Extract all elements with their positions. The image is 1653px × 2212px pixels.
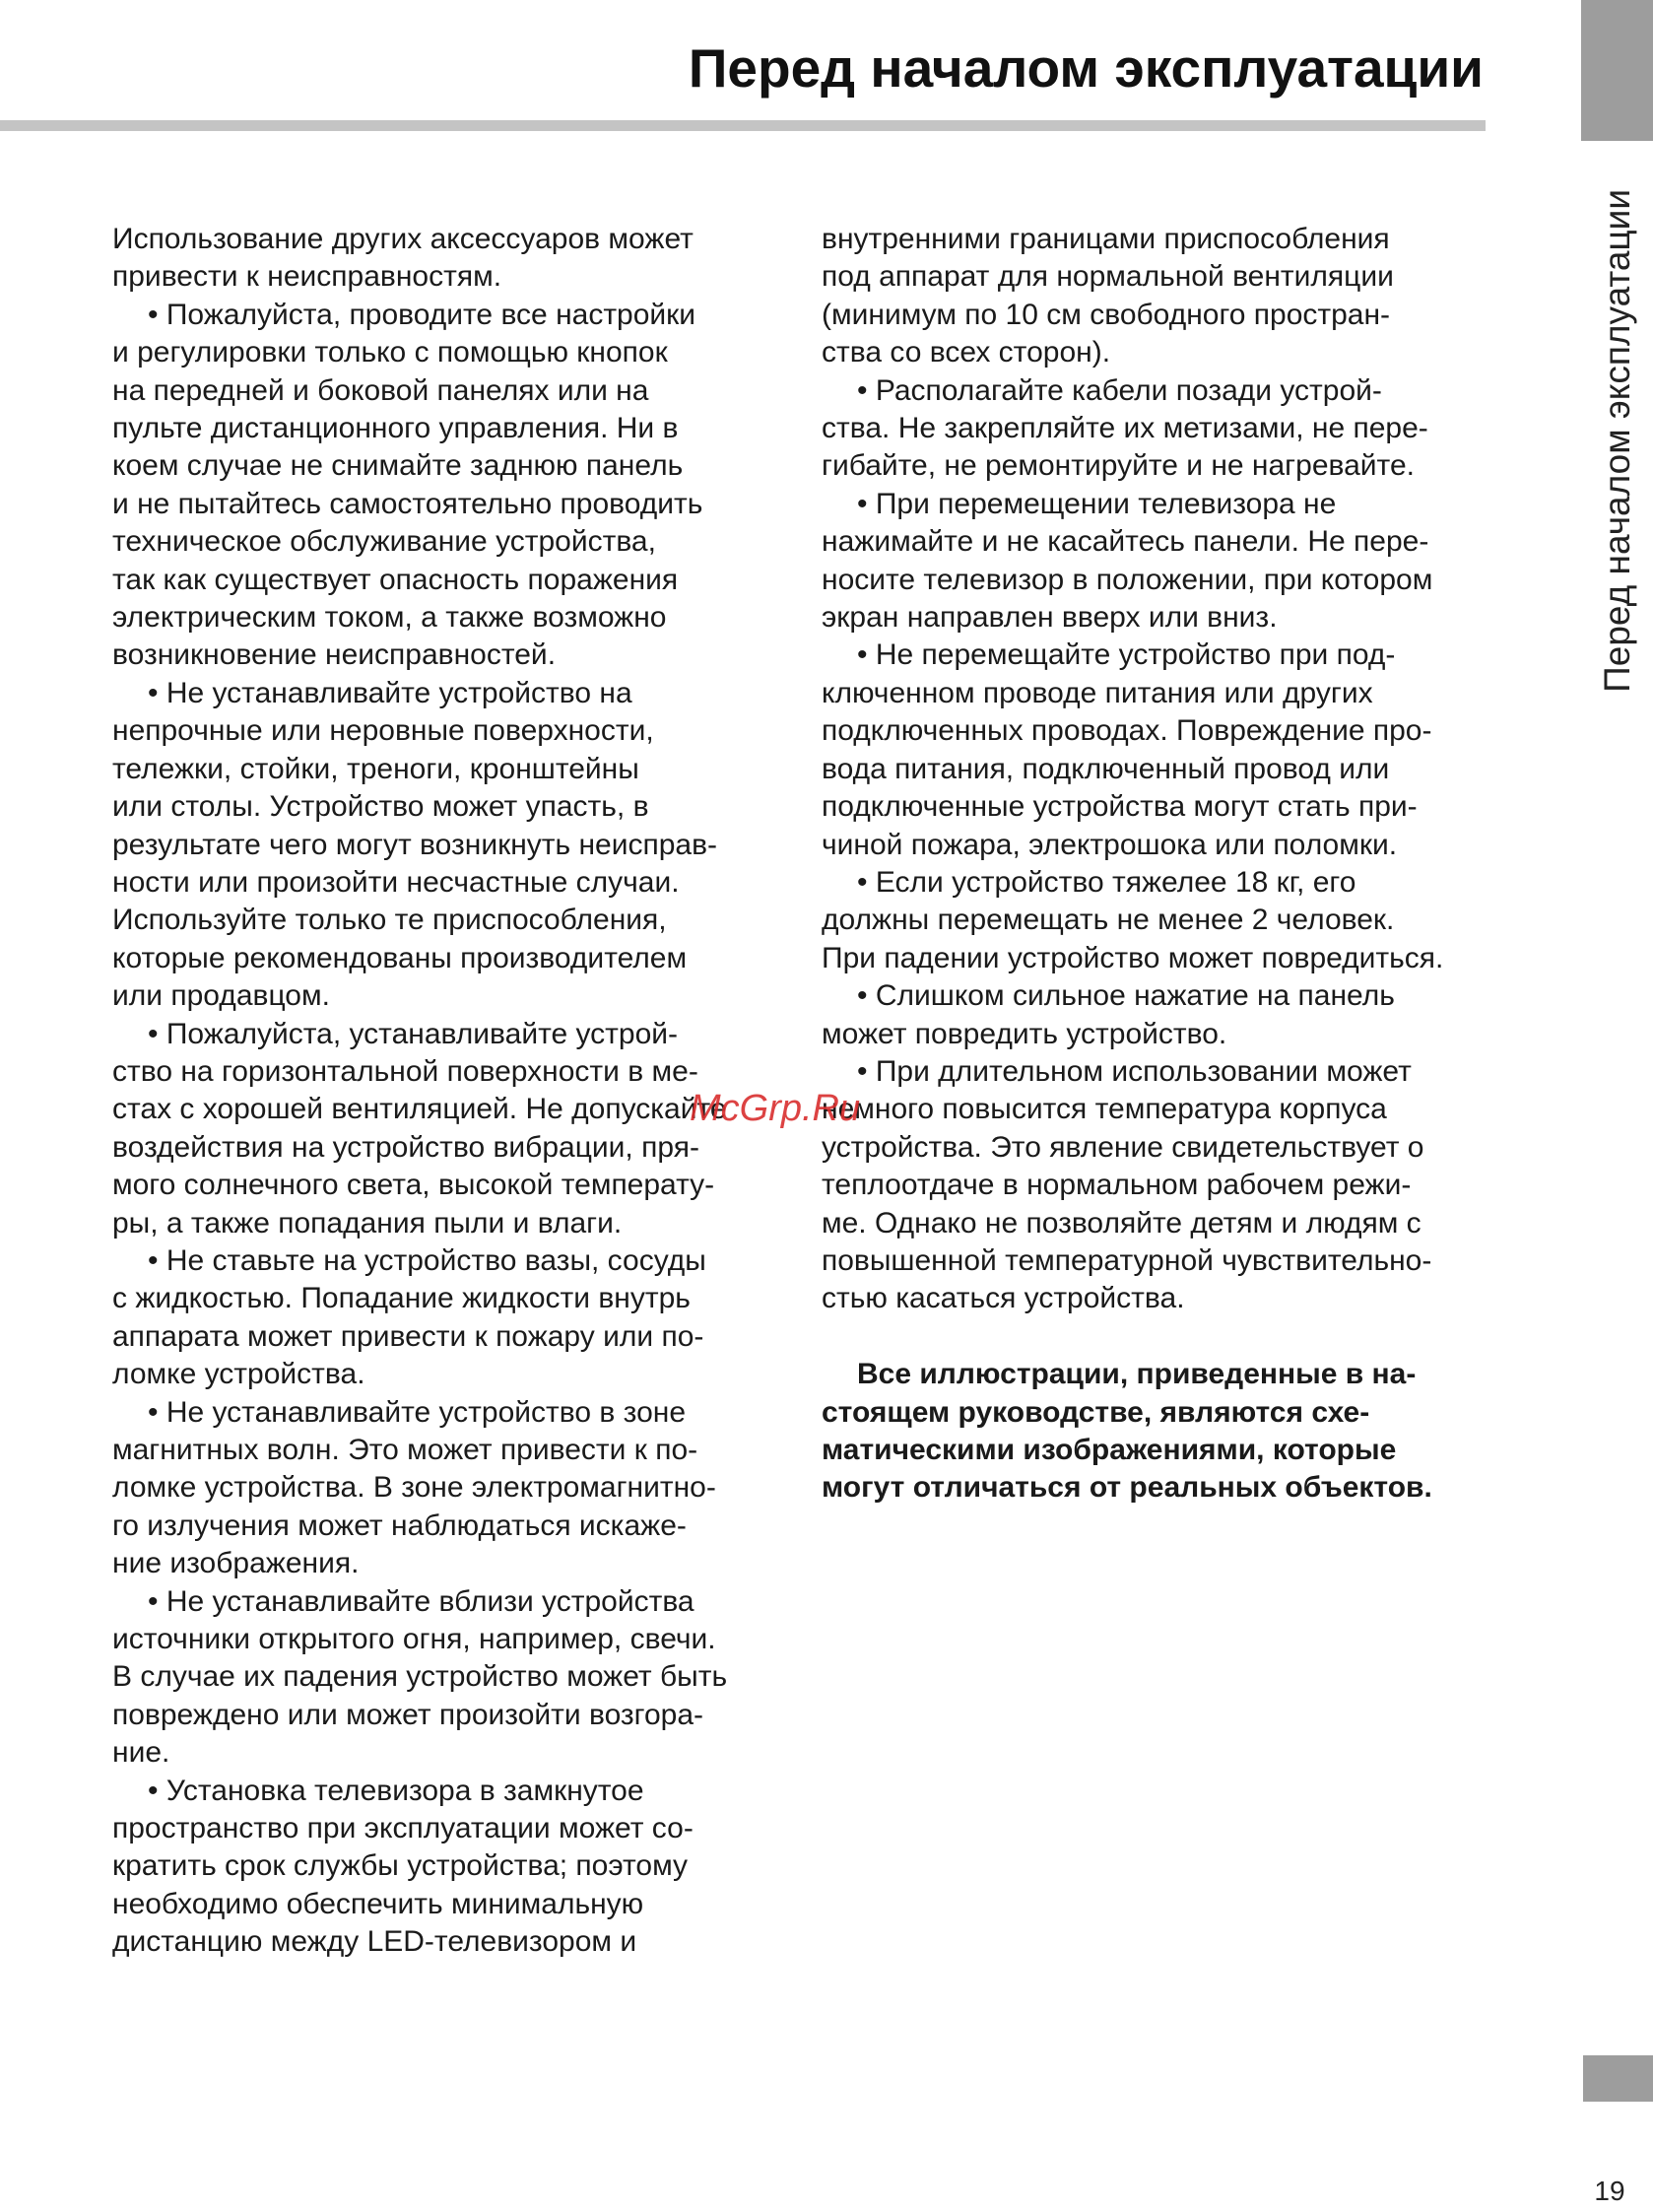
text-line: При падении устройство может повредиться.	[822, 941, 1444, 974]
text-line: ства со всех сторон).	[822, 336, 1111, 369]
text-line: привести к неисправностям.	[112, 260, 502, 294]
bullet-line: • Пожалуйста, проводите все настройки	[148, 298, 696, 331]
bullet-line: • Слишком сильное нажатие на панель	[857, 979, 1395, 1013]
text-line: кратить срок службы устройства; поэтому	[112, 1849, 689, 1883]
header-rule	[0, 120, 1486, 131]
text-line: может повредить устройство.	[822, 1017, 1227, 1050]
text-line: коем случае не снимайте заднюю панель	[112, 449, 684, 483]
note-line: Все иллюстрации, приведенные в на-	[857, 1358, 1417, 1391]
text-line: немного повысится температура корпуса	[822, 1093, 1387, 1126]
text-line: с жидкостью. Попадание жидкости внутрь	[112, 1282, 691, 1315]
text-line: ме. Однако не позволяйте детям и людям с	[822, 1206, 1422, 1240]
text-line: ние.	[112, 1736, 170, 1770]
text-line: го излучения может наблюдаться искаже-	[112, 1508, 687, 1542]
text-line: непрочные или неровные поверхности,	[112, 714, 654, 748]
text-line: и регулировки только с помощью кнопок	[112, 336, 668, 369]
text-line: ства. Не закрепляйте их метизами, не пере-	[822, 412, 1428, 445]
bullet-line: • Не устанавливайте устройство на	[148, 676, 632, 709]
text-line: подключенных проводах. Повреждение про-	[822, 714, 1432, 748]
text-line: необходимо обеспечить минимальную	[112, 1887, 644, 1920]
note-line: могут отличаться от реальных объектов.	[822, 1471, 1432, 1505]
bullet-line: • Располагайте кабели позади устрой-	[857, 373, 1382, 407]
page-number: 19	[1594, 2176, 1625, 2206]
bullet-line: • Не перемещайте устройство при под-	[857, 638, 1396, 672]
note-line: матическими изображениями, которые	[822, 1433, 1397, 1466]
text-line: Использование других аксессуаров может	[112, 223, 694, 255]
text-line: Используйте только те приспособления,	[112, 904, 667, 937]
text-line: ние изображения.	[112, 1547, 360, 1580]
text-line: вода питания, подключенный провод или	[822, 752, 1390, 785]
text-line: возникновение неисправностей.	[112, 638, 557, 672]
right-column	[822, 221, 1501, 1508]
text-line: экран направлен вверх или вниз.	[822, 601, 1278, 635]
text-line: электрическим током, а также возможно	[112, 601, 667, 635]
page-title: Перед началом эксплуатации	[688, 37, 1484, 99]
text-line: ности или произойти несчастные случаи.	[112, 865, 680, 899]
text-line: ство на горизонтальной поверхности в ме-	[112, 1054, 698, 1088]
text-line: подключенные устройства могут стать при-	[822, 790, 1418, 824]
side-section-label	[1580, 163, 1653, 719]
watermark: McGrp.Ru	[690, 1088, 861, 1129]
bullet-line: • Не устанавливайте вблизи устройства	[148, 1584, 694, 1618]
text-line: воздействия на устройство вибрации, пря-	[112, 1130, 699, 1164]
text-line: результате чего могут возникнуть неисправ-	[112, 828, 718, 861]
text-line: или продавцом.	[112, 979, 330, 1013]
text-line: должны перемещать не менее 2 человек.	[822, 904, 1395, 937]
text-line: или столы. Устройство может упасть, в	[112, 790, 649, 824]
text-line: В случае их падения устройство может быть	[112, 1660, 728, 1694]
text-line: устройства. Это явление свидетельствует о	[822, 1130, 1424, 1164]
bullet-line: • При перемещении телевизора не	[857, 487, 1337, 520]
side-tab-marker	[1581, 0, 1653, 141]
bullet-line: • Не ставьте на устройство вазы, сосуды	[148, 1243, 706, 1277]
text-line: стью касаться устройства.	[822, 1282, 1185, 1315]
text-line: так как существует опасность поражения	[112, 563, 679, 596]
text-line: мого солнечного света, высокой температу-	[112, 1169, 715, 1202]
bullet-line: • Пожалуйста, устанавливайте устрой-	[148, 1017, 679, 1050]
text-line: повышенной температурной чувствительно-	[822, 1243, 1432, 1277]
text-line: теплоотдаче в нормальном рабочем режи-	[822, 1169, 1412, 1202]
text-line: и не пытайтесь самостоятельно проводить	[112, 487, 703, 520]
bullet-line: • При длительном использовании может	[857, 1054, 1412, 1088]
text-line: ломке устройства.	[112, 1358, 365, 1391]
text-line: магнитных волн. Это может привести к по-	[112, 1434, 698, 1466]
text-line: дистанцию между LED-телевизором и	[112, 1925, 637, 1959]
page-tab-marker	[1583, 2055, 1653, 2102]
side-section-label-text: Перед началом эксплуатации	[1597, 189, 1637, 693]
text-line: стах с хорошей вентиляцией. Не допускайте	[112, 1093, 727, 1126]
text-line: ломке устройства. В зоне электромагнитно-	[112, 1471, 716, 1505]
text-line: ры, а также попадания пыли и влаги.	[112, 1206, 623, 1240]
text-line: под аппарат для нормальной вентиляции	[822, 260, 1394, 294]
note-line: стоящем руководстве, являются схе-	[822, 1395, 1370, 1429]
text-line: нажимайте и не касайтесь панели. Не пере-	[822, 525, 1429, 559]
text-line: ключенном проводе питания или других	[822, 676, 1373, 709]
text-line: повреждено или может произойти возгора-	[112, 1698, 703, 1731]
text-line: которые рекомендованы производителем	[112, 941, 688, 974]
text-line: техническое обслуживание устройства,	[112, 525, 656, 559]
text-line: чиной пожара, электрошока или поломки.	[822, 828, 1398, 861]
bullet-line: • Установка телевизора в замкнутое	[148, 1774, 644, 1807]
text-line: носите телевизор в положении, при котором	[822, 563, 1433, 596]
bullet-line: • Если устройство тяжелее 18 кг, его	[857, 865, 1356, 899]
text-line: на передней и боковой панелях или на	[112, 373, 649, 407]
text-line: гибайте, не ремонтируйте и не нагревайте.	[822, 449, 1415, 483]
paragraph-gap	[822, 1318, 1501, 1356]
text-line: внутренними границами приспособления	[822, 223, 1390, 255]
text-line: пульте дистанционного управления. Ни в	[112, 412, 679, 445]
text-line: (минимум по 10 см свободного простран-	[822, 298, 1391, 331]
text-line: тележки, стойки, треноги, кронштейны	[112, 752, 639, 785]
text-line: пространство при эксплуатации может со-	[112, 1812, 694, 1845]
text-line: аппарата может привести к пожару или по-	[112, 1319, 704, 1353]
bullet-line: • Не устанавливайте устройство в зоне	[148, 1395, 687, 1429]
text-line: источники открытого огня, например, свечи.	[112, 1623, 716, 1656]
